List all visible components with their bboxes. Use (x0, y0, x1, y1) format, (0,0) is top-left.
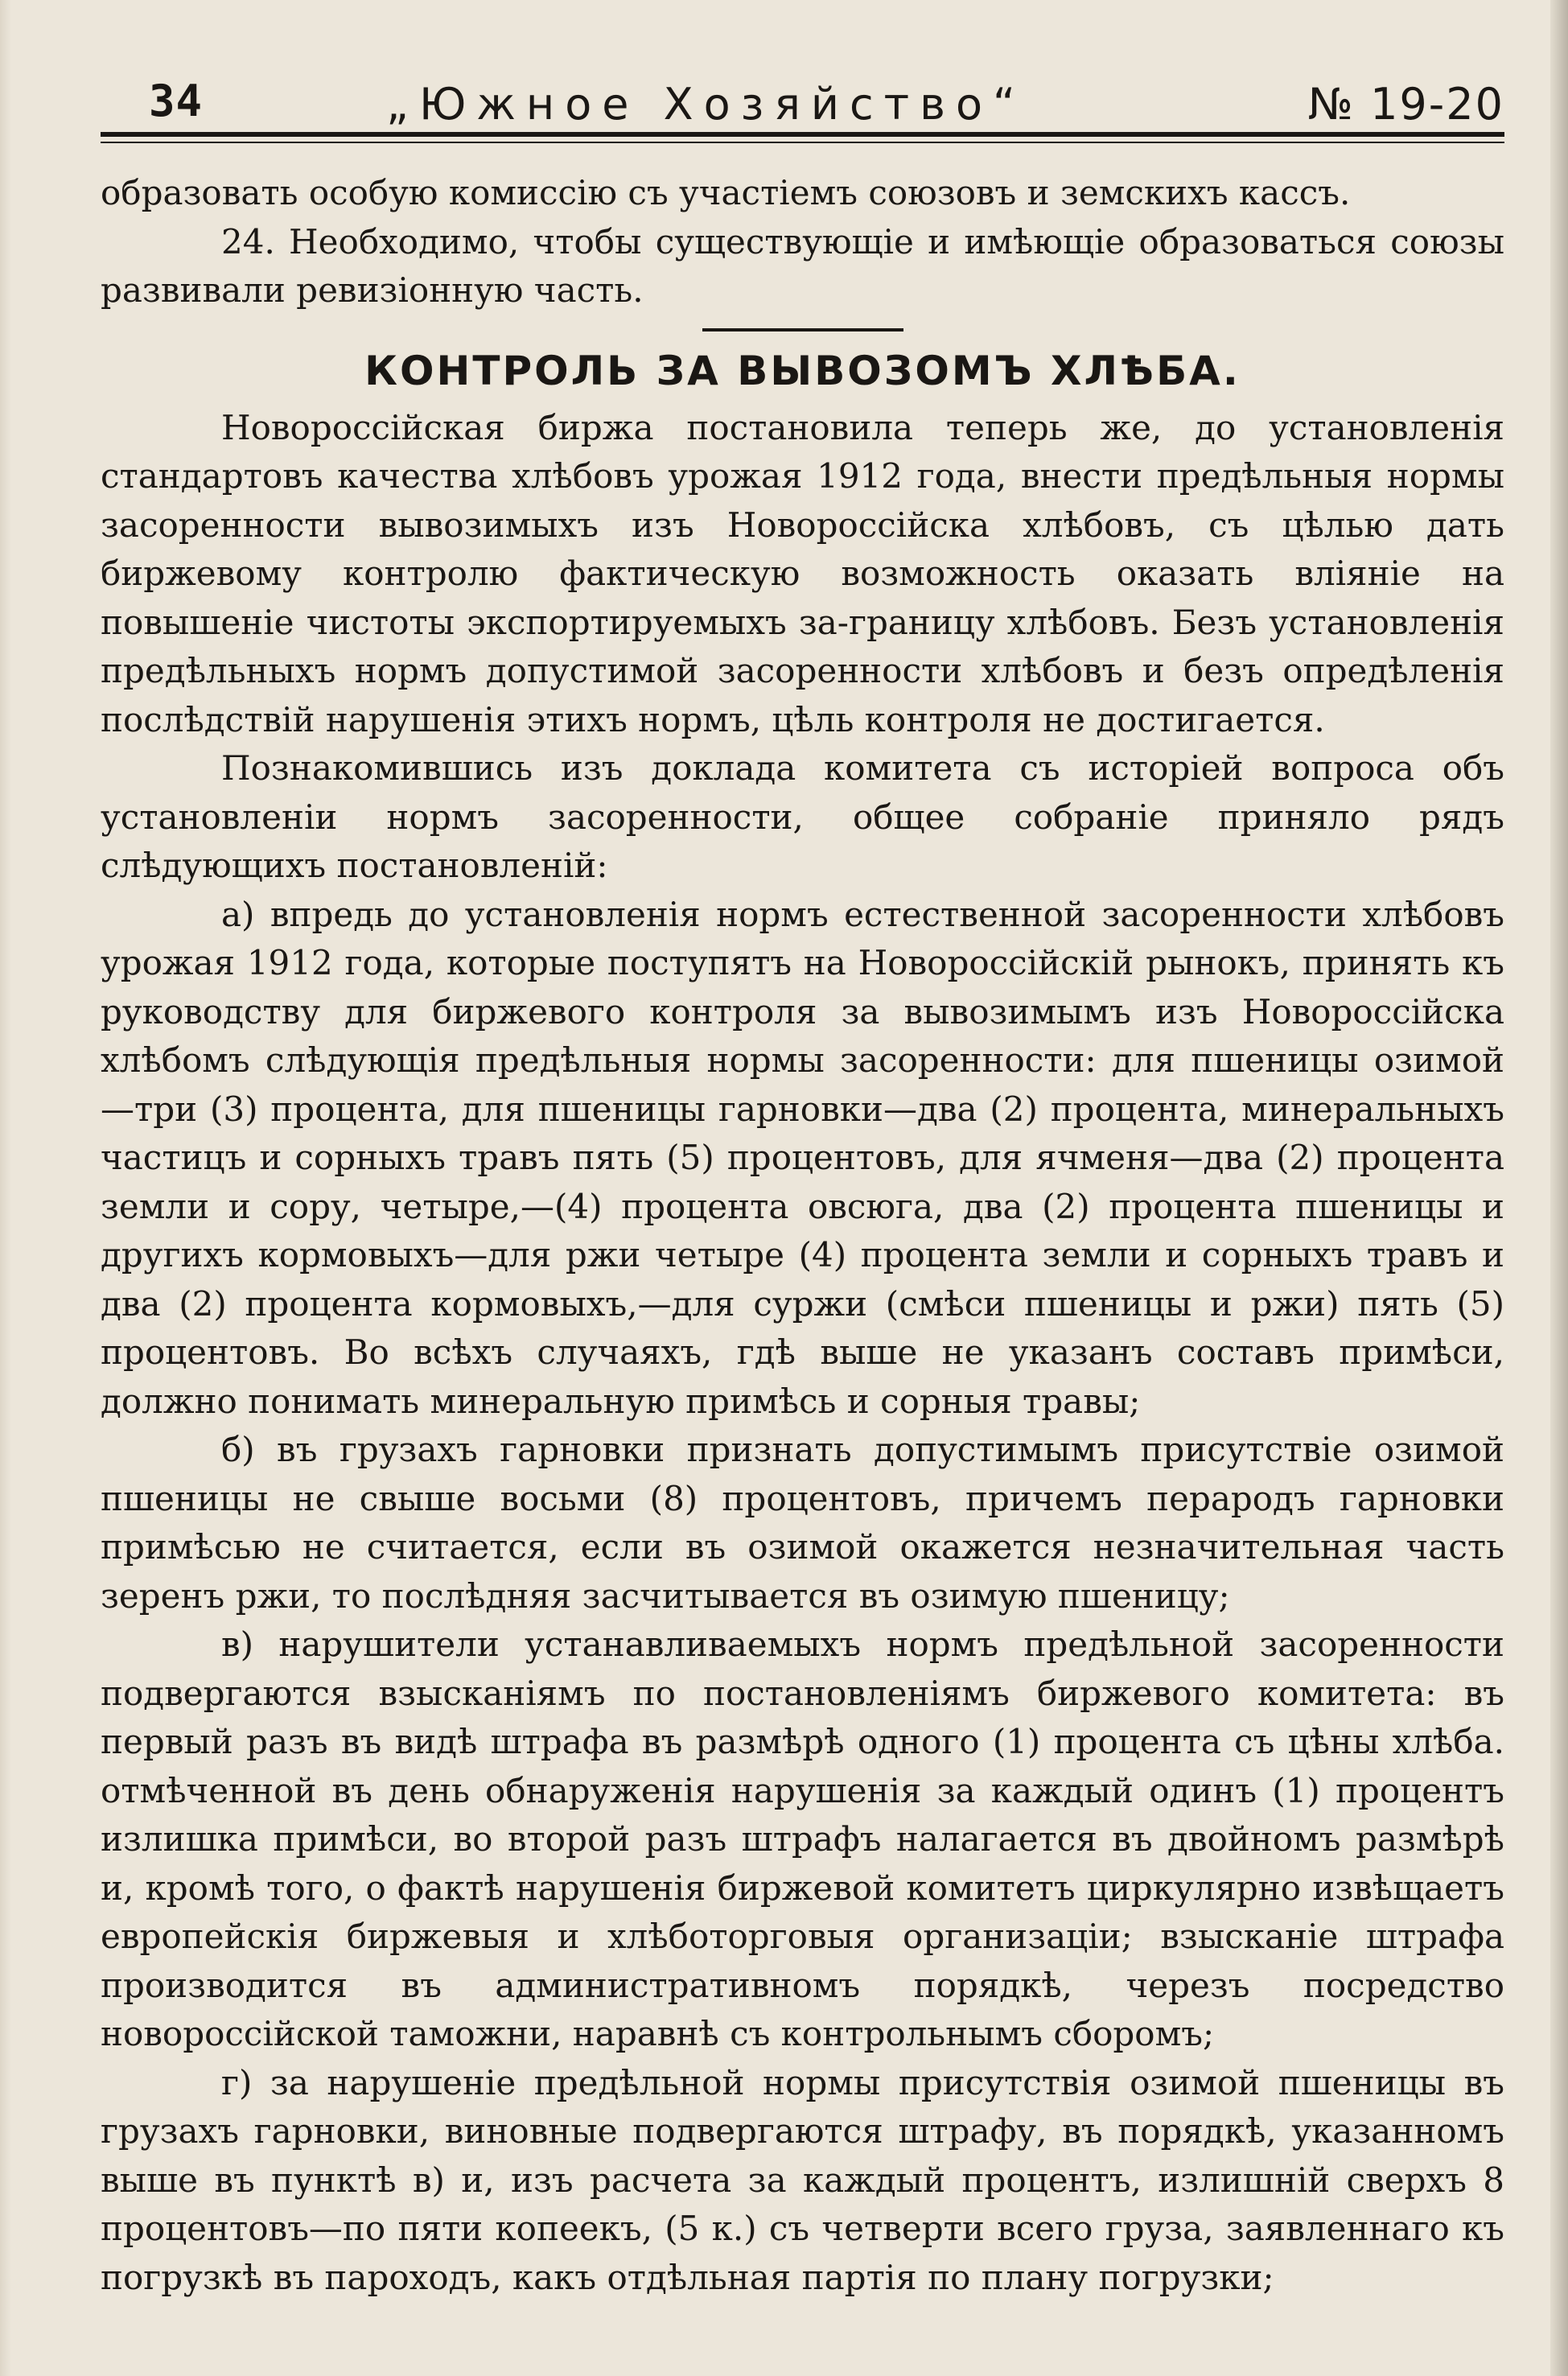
resolution-item-v: в) нарушители устанавливаемыхъ нормъ предѣльной засоренности подвергаются взысканіямъ по постановленіямъ биржевого комитета: въ первый разъ въ видѣ штрафа въ размѣрѣ одного (1) процента съ цѣны хлѣба. отмѣченной въ день обнаруженія нарушенія за каждый одинъ (1) процентъ излишка примѣси, во второй разъ штрафъ налагается въ двойномъ размѣрѣ и, кромѣ того, о фактѣ нарушенія биржевой комитетъ циркулярно извѣщаетъ европейскія биржевыя и хлѣботорговыя организаціи; взысканіе штрафа производится въ административномъ порядкѣ, черезъ посредство новороссійской таможни, наравнѣ съ контрольнымъ сборомъ; (101, 1624, 1504, 2053)
section-separator (702, 328, 903, 331)
article-title: КОНТРОЛЬ ЗА ВЫВОЗОМЪ ХЛѢБА. (364, 347, 1241, 394)
point-24-paragraph: 24. Необходимо, чтобы существующіе и имѣющіе образоваться союзы развивали ревизіонную часть. (101, 221, 1504, 310)
page-number: 34 (149, 76, 204, 126)
page-body (101, 169, 1504, 2302)
running-header (101, 58, 1504, 130)
page-edge-right (1550, 0, 1568, 2376)
continued-paragraph: образовать особую комиссію съ участіемъ союзовъ и земскихъ кассъ. (101, 173, 1351, 212)
issue-number: № 19-20 (1307, 79, 1504, 130)
article-paragraph: Познакомившись изъ доклада комитета съ исторіей вопроса объ установленіи нормъ засоренности, общее собраніе приняло рядъ слѣдующихъ постановленій: (101, 748, 1504, 885)
resolution-item-b: б) въ грузахъ гарновки признать допустимымъ присутствіе озимой пшеницы не свыше восьми (8) процентовъ, причемъ перародъ гарновки примѣсью не считается, если въ озимой окажется незначительная часть зеренъ ржи, то послѣдняя засчитывается въ озимую пшеницу; (101, 1430, 1504, 1616)
resolution-item-g: г) за нарушеніе предѣльной нормы присутствія озимой пшеницы въ грузахъ гарновки, виновные подвергаются штрафу, въ порядкѣ, указанномъ выше въ пунктѣ в) и, изъ расчета за каждый процентъ, излишній сверхъ 8 процентовъ—по пяти копеекъ, (5 к.) съ четверти всего груза, заявленнаго къ погрузкѣ въ пароходъ, какъ отдѣльная партія по плану погрузки; (101, 2062, 1504, 2297)
resolution-item-a: а) впредь до установленія нормъ естественной засоренности хлѣбовъ урожая 1912 года, которые поступятъ на Новороссійскій рынокъ, принять къ руководству для биржевого контроля за вывозимымъ изъ Новороссійска хлѣбомъ слѣдующія предѣльныя нормы засоренности: для пшеницы озимой—три (3) процента, для пшеницы гарновки—два (2) процента, минеральныхъ частицъ и сорныхъ травъ пять (5) процентовъ, для ячменя—два (2) процента земли и сору, четыре,—(4) процента овсюга, два (2) процента пшеницы и другихъ кормовыхъ—для ржи четыре (4) процента земли и сорныхъ травъ и два (2) процента кормовыхъ,—для суржи (смѣси пшеницы и ржи) пять (5) процентовъ. Во всѣхъ случаяхъ, гдѣ выше не указанъ составъ примѣси, должно понимать минеральную примѣсь и сорныя травы; (101, 894, 1504, 1421)
journal-title: „Южное Хозяйство“ (386, 79, 1026, 130)
header-rule-thin (101, 142, 1504, 143)
page-shadow-left (0, 0, 11, 2376)
article-paragraph: Новороссійская биржа постановила теперь же, до установленія стандартовъ качества хлѣбовъ урожая 1912 года, внести предѣльныя нормы засоренности вывозимыхъ изъ Новороссійска хлѣбовъ, съ цѣлью дать биржевому контролю фактическую возможность оказать вліяніе на повышеніе чистоты экспортируемыхъ за-границу хлѣбовъ. Безъ установленія предѣльныхъ нормъ допустимой засоренности хлѣбовъ и безъ опредѣленія послѣдствій нарушенія этихъ нормъ, цѣль контроля не достигается. (101, 407, 1504, 739)
header-rule-thick (101, 132, 1504, 137)
